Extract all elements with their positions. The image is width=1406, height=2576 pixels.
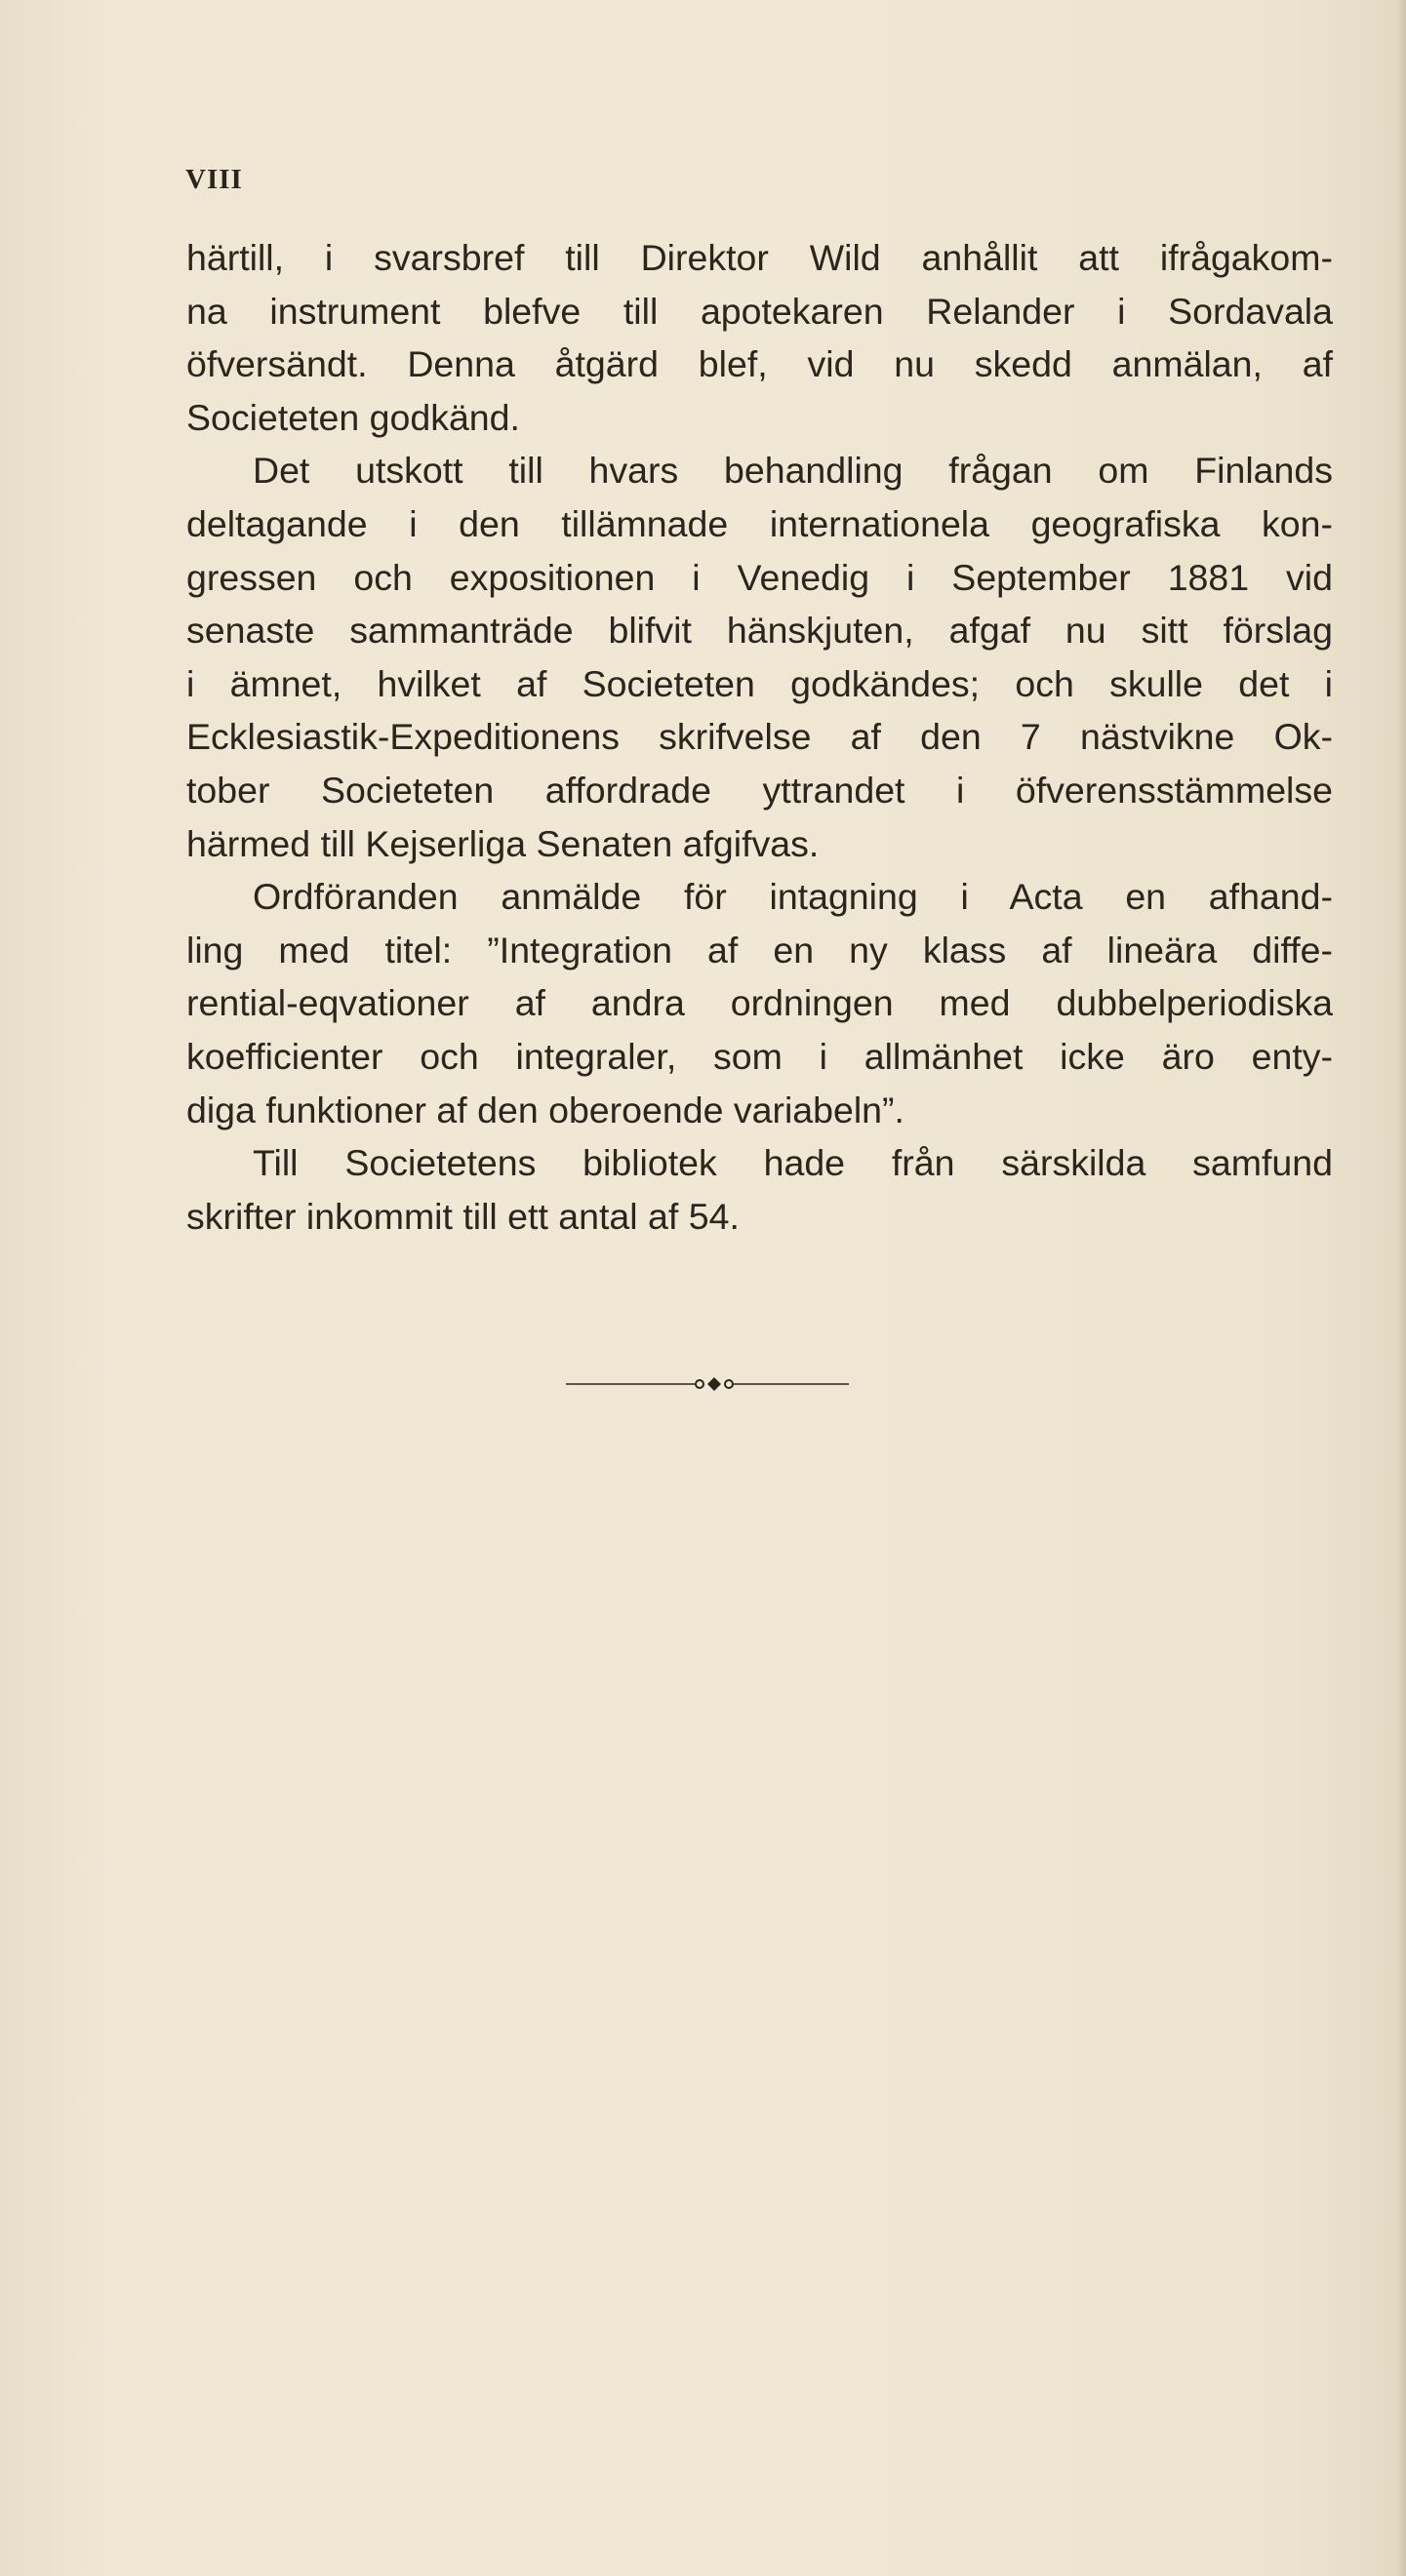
text-line: Det utskott till hvars behandling frågan om Finlands: [253, 450, 1333, 492]
text-line: i ämnet, hvilket af Societeten godkändes; och skulle det i: [186, 662, 1333, 704]
text-line: ling med titel: ”Integration af en ny klass af lineära diffe-: [186, 929, 1333, 971]
page-number: VIII: [185, 164, 243, 195]
ornament-left-ring: [696, 1380, 703, 1388]
body-text: [186, 231, 1333, 1243]
text-line: tober Societeten affordrade yttrandet i öfverensstämmelse: [186, 769, 1333, 811]
text-line: skrifter inkommit till ett antal af 54.: [186, 1195, 740, 1237]
ornament-right-ring: [725, 1380, 733, 1388]
text-line: öfversändt. Denna åtgärd blef, vid nu skedd anmälan, af: [186, 343, 1333, 385]
text-line: na instrument blefve till apotekaren Relander i Sordavala: [186, 290, 1333, 332]
text-line: Societeten godkänd.: [186, 396, 520, 438]
text-line: rential-eqvationer af andra ordningen med dubbelperiodiska: [186, 982, 1333, 1024]
page-edge-shadow: [1396, 0, 1406, 2576]
text-line: Ecklesiastik-Expeditionens skrifvelse af den 7 nästvikne Ok-: [186, 716, 1333, 758]
text-line: Till Societetens bibliotek hade från särskilda samfund: [253, 1142, 1333, 1184]
ornament-diamond: [707, 1377, 721, 1391]
text-line: gressen och expositionen i Venedig i September 1881 vid: [186, 556, 1333, 598]
text-line: koefficienter och integraler, som i allmänhet icke äro enty-: [186, 1035, 1333, 1077]
text-line: härmed till Kejserliga Senaten afgifvas.: [186, 822, 820, 864]
text-line: härtill, i svarsbref till Direktor Wild anhållit att ifrågakom-: [186, 237, 1333, 278]
text-line: senaste sammanträde blifvit hänskjuten, afgaf nu sitt förslag: [186, 610, 1333, 652]
text-line: diga funktioner af den oberoende variabeln”.: [186, 1089, 904, 1130]
text-line: Ordföranden anmälde för intagning i Acta en afhand-: [253, 876, 1333, 918]
text-line: deltagande i den tillämnade internationela geografiska kon-: [186, 502, 1333, 544]
section-end-ornament: [566, 1374, 849, 1394]
